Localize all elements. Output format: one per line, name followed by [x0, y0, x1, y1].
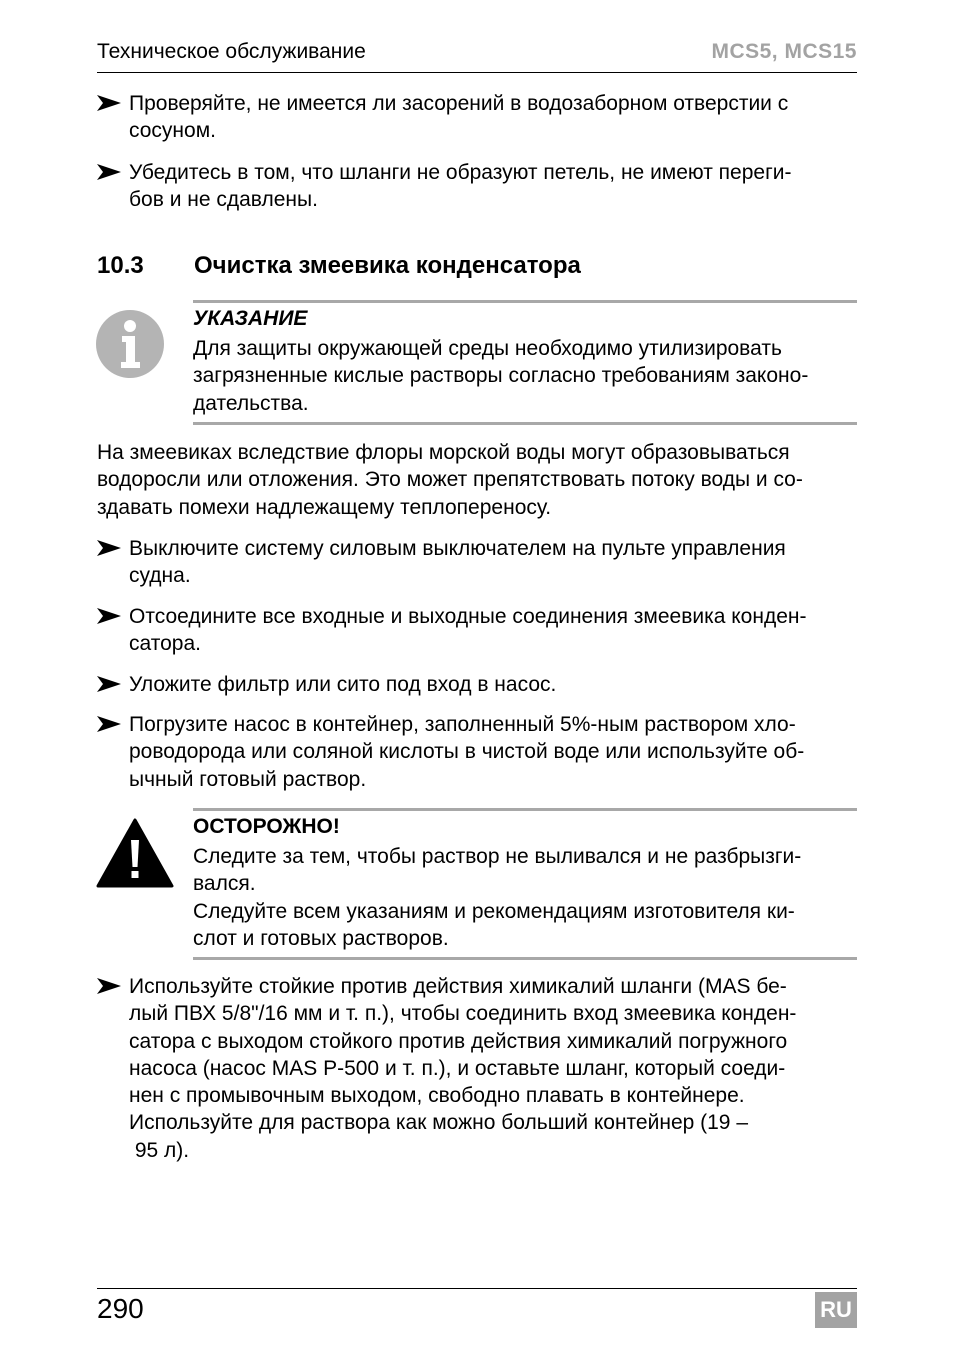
- page-number: 290: [97, 1293, 144, 1324]
- bullet-item: [97, 159, 857, 214]
- info-icon: [96, 310, 164, 383]
- step-item: [97, 973, 857, 1164]
- running-header-section: Техническое обслуживание: [97, 40, 366, 63]
- step-text-line: Используйте стойкие против действия химикалий шланги (MAS бе-: [129, 975, 787, 998]
- step-text-line: Отсоедините все входные и выходные соединения змеевика конден-: [129, 605, 807, 628]
- step-text-line: Погрузите насос в контейнер, заполненный 5%-ным раствором хло-: [129, 713, 796, 736]
- step-text-line: 95 л).: [129, 1138, 190, 1162]
- bullet-item: [97, 90, 857, 145]
- language-badge: RU: [815, 1292, 857, 1328]
- step-text-line: сатора.: [129, 632, 201, 656]
- step-text-line: сатора с выходом стойкого против действия химикалий погружного: [129, 1029, 788, 1053]
- step-text-line: нен с промывочным выходом, свободно плавать в контейнере.: [129, 1084, 745, 1108]
- warning-text-line: вался.: [193, 872, 256, 896]
- paragraph-line: На змеевиках вследствие флоры морской воды могут образовываться: [97, 441, 790, 464]
- step-item: [97, 671, 857, 698]
- note-bottom-rule: [193, 422, 857, 425]
- step-text-line: лый ПВХ 5/8"/16 мм и т. п.), чтобы соединить вход змеевика конден-: [129, 1002, 797, 1026]
- step-text-line: роводорода или соляной кислоты в чистой воде или используйте об-: [129, 740, 805, 764]
- section-title: Очистка змеевика конденсатора: [194, 252, 581, 279]
- warning-text-line: Следуйте всем указаниям и рекомендациям изготовителя ки-: [193, 899, 795, 923]
- warning-triangle-icon: [96, 818, 174, 893]
- step-text-line: Уложите фильтр или сито под вход в насос.: [129, 673, 557, 696]
- running-header-model: MCS5, MCS15: [711, 40, 857, 63]
- note-text-line: Для защиты окружающей среды необходимо утилизировать: [193, 337, 782, 360]
- bullet-arrow-icon: [97, 711, 121, 732]
- note-body: [193, 335, 857, 417]
- paragraph-line: водоросли или отложения. Это может препятствовать потоку воды и со-: [97, 468, 803, 492]
- step-item: [97, 535, 857, 590]
- step-text-line: ычный готовый раствор.: [129, 767, 367, 791]
- bullet-text-line: Убедитесь в том, что шланги не образуют петель, не имеют переги-: [129, 161, 792, 184]
- bullet-arrow-icon: [97, 90, 121, 111]
- note-text-line: дательства.: [193, 391, 309, 415]
- bullet-arrow-icon: [97, 535, 121, 556]
- bullet-text-line: Проверяйте, не имеется ли засорений в водозаборном отверстии с: [129, 92, 789, 115]
- bullet-arrow-icon: [97, 973, 121, 994]
- note-title: УКАЗАНИЕ: [193, 307, 308, 330]
- footer-divider: [97, 1288, 857, 1289]
- note-top-rule: [193, 300, 857, 303]
- warning-title: ОСТОРОЖНО!: [193, 815, 340, 838]
- warning-body: [193, 843, 857, 952]
- bullet-arrow-icon: [97, 671, 121, 692]
- bullet-arrow-icon: [97, 159, 121, 180]
- step-text-line: Выключите систему силовым выключателем на пульте управления: [129, 537, 786, 560]
- step-item: [97, 711, 857, 793]
- section-number: 10.3: [97, 252, 144, 279]
- bullet-text-line: бов и не сдавлены.: [129, 188, 318, 212]
- step-text-line: насоса (насос MAS P-500 и т. п.), и оставьте шланг, который соеди-: [129, 1056, 786, 1080]
- step-text-line: судна.: [129, 564, 191, 588]
- warning-text-line: Следите за тем, чтобы раствор не выливался и не разбрызги-: [193, 845, 802, 868]
- warning-text-line: слот и готовых растворов.: [193, 926, 449, 950]
- warning-bottom-rule: [193, 957, 857, 960]
- step-item: [97, 603, 857, 658]
- intro-paragraph: [97, 439, 857, 521]
- header-divider: [97, 72, 857, 73]
- note-text-line: загрязненные кислые растворы согласно требованиям законо-: [193, 364, 809, 388]
- step-text-line: Используйте для раствора как можно больший контейнер (19 –: [129, 1111, 748, 1135]
- paragraph-line: здавать помехи надлежащему теплопереносу.: [97, 495, 552, 519]
- bullet-text-line: сосуном.: [129, 119, 216, 143]
- bullet-arrow-icon: [97, 603, 121, 624]
- warning-top-rule: [193, 808, 857, 811]
